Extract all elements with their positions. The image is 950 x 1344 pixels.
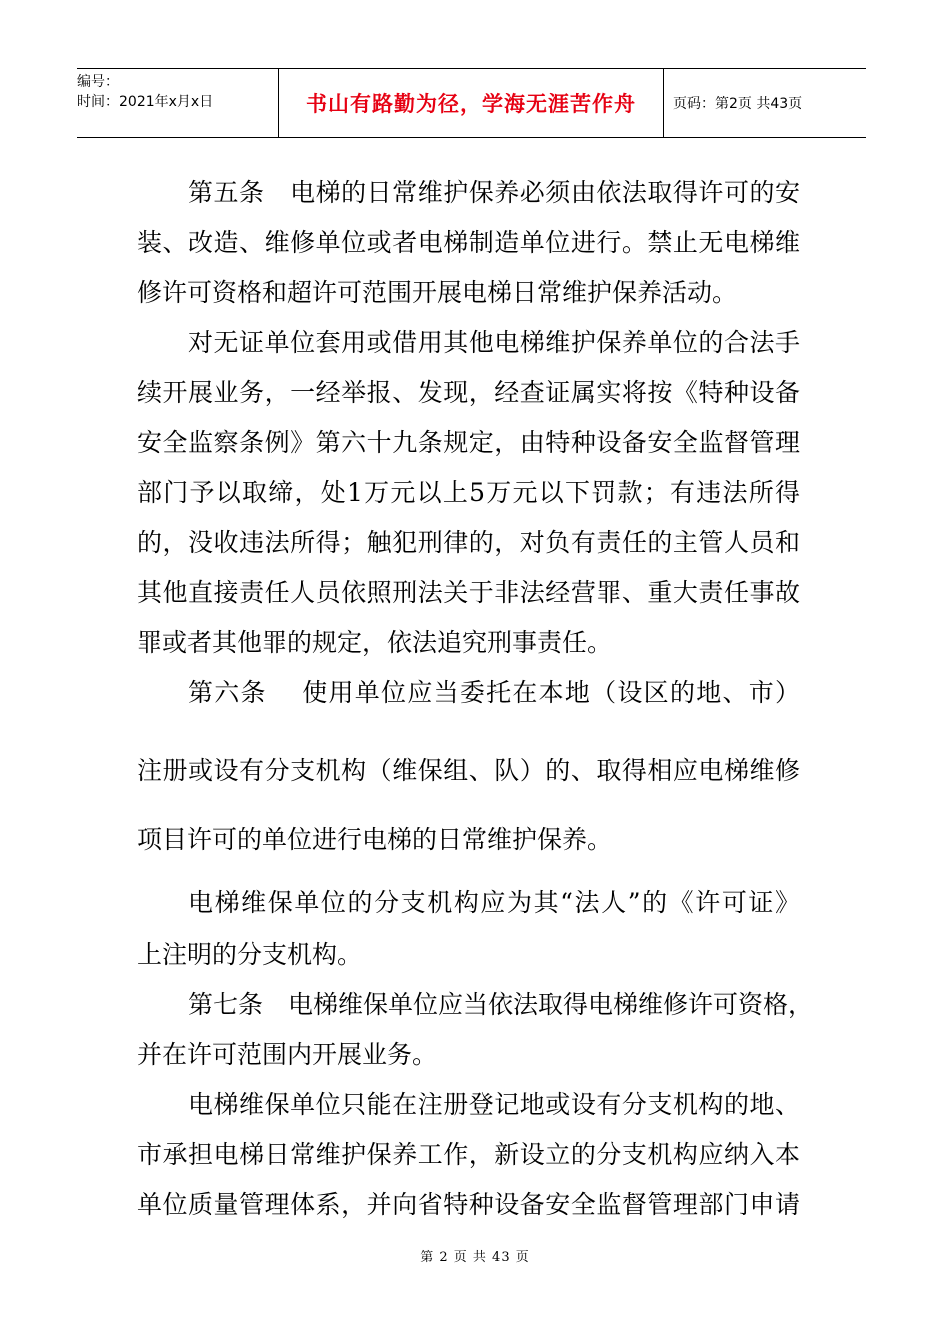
paragraph-line: 续开展业务，一经举报、发现，经查证属实将按《特种设备 (137, 378, 800, 407)
paragraph-line: 第五条 电梯的日常维护保养必须由依法取得许可的安 (188, 178, 800, 207)
paragraph-line: 安全监察条例》第六十九条规定，由特种设备安全监督管理 (137, 428, 800, 457)
paragraph-line: 罪或者其他罪的规定，依法追究刑事责任。 (137, 628, 613, 657)
paragraph-line: 修许可资格和超许可范围开展电梯日常维护保养活动。 (137, 278, 738, 307)
paragraph-line: 项目许可的单位进行电梯的日常维护保养。 (137, 825, 613, 854)
paragraph-line: 第六条 使用单位应当委托在本地（设区的地、市） (188, 678, 800, 707)
paragraph-line: 单位质量管理体系，并向省特种设备安全监督管理部门申请 (137, 1190, 800, 1219)
paragraph-line: 电梯维保单位的分支机构应为其“法人”的《许可证》 (188, 888, 800, 917)
page-footer: 第 2 页 共 43 页 (420, 1250, 530, 1265)
document-number-label: 编号： (77, 74, 119, 90)
paragraph-line: 注册或设有分支机构（维保组、队）的、取得相应电梯维修 (137, 756, 800, 785)
paragraph-line: 电梯维保单位只能在注册登记地或设有分支机构的地、 (188, 1090, 800, 1119)
paragraph-line: 部门予以取缔，处1万元以上5万元以下罚款；有违法所得 (137, 478, 800, 507)
paragraph-line: 装、改造、维修单位或者电梯制造单位进行。禁止无电梯维 (137, 228, 800, 257)
paragraph-line: 市承担电梯日常维护保养工作，新设立的分支机构应纳入本 (137, 1140, 800, 1169)
paragraph-line: 并在许可范围内开展业务。 (137, 1040, 438, 1069)
header-motto: 书山有路勤为径，学海无涯苦作舟 (278, 69, 664, 137)
paragraph-line: 的，没收违法所得；触犯刑律的，对负有责任的主管人员和 (137, 528, 800, 557)
paragraph-line: 第七条 电梯维保单位应当依法取得电梯维修许可资格， (188, 990, 814, 1019)
header-page-number: 页码：第2页 共43页 (673, 96, 803, 112)
document-date-label: 时间：2021年x月x日 (77, 94, 214, 110)
paragraph-line: 上注明的分支机构。 (137, 940, 363, 969)
paragraph-line: 其他直接责任人员依照刑法关于非法经营罪、重大责任事故 (137, 578, 800, 607)
paragraph-line: 对无证单位套用或借用其他电梯维护保养单位的合法手 (188, 328, 800, 357)
